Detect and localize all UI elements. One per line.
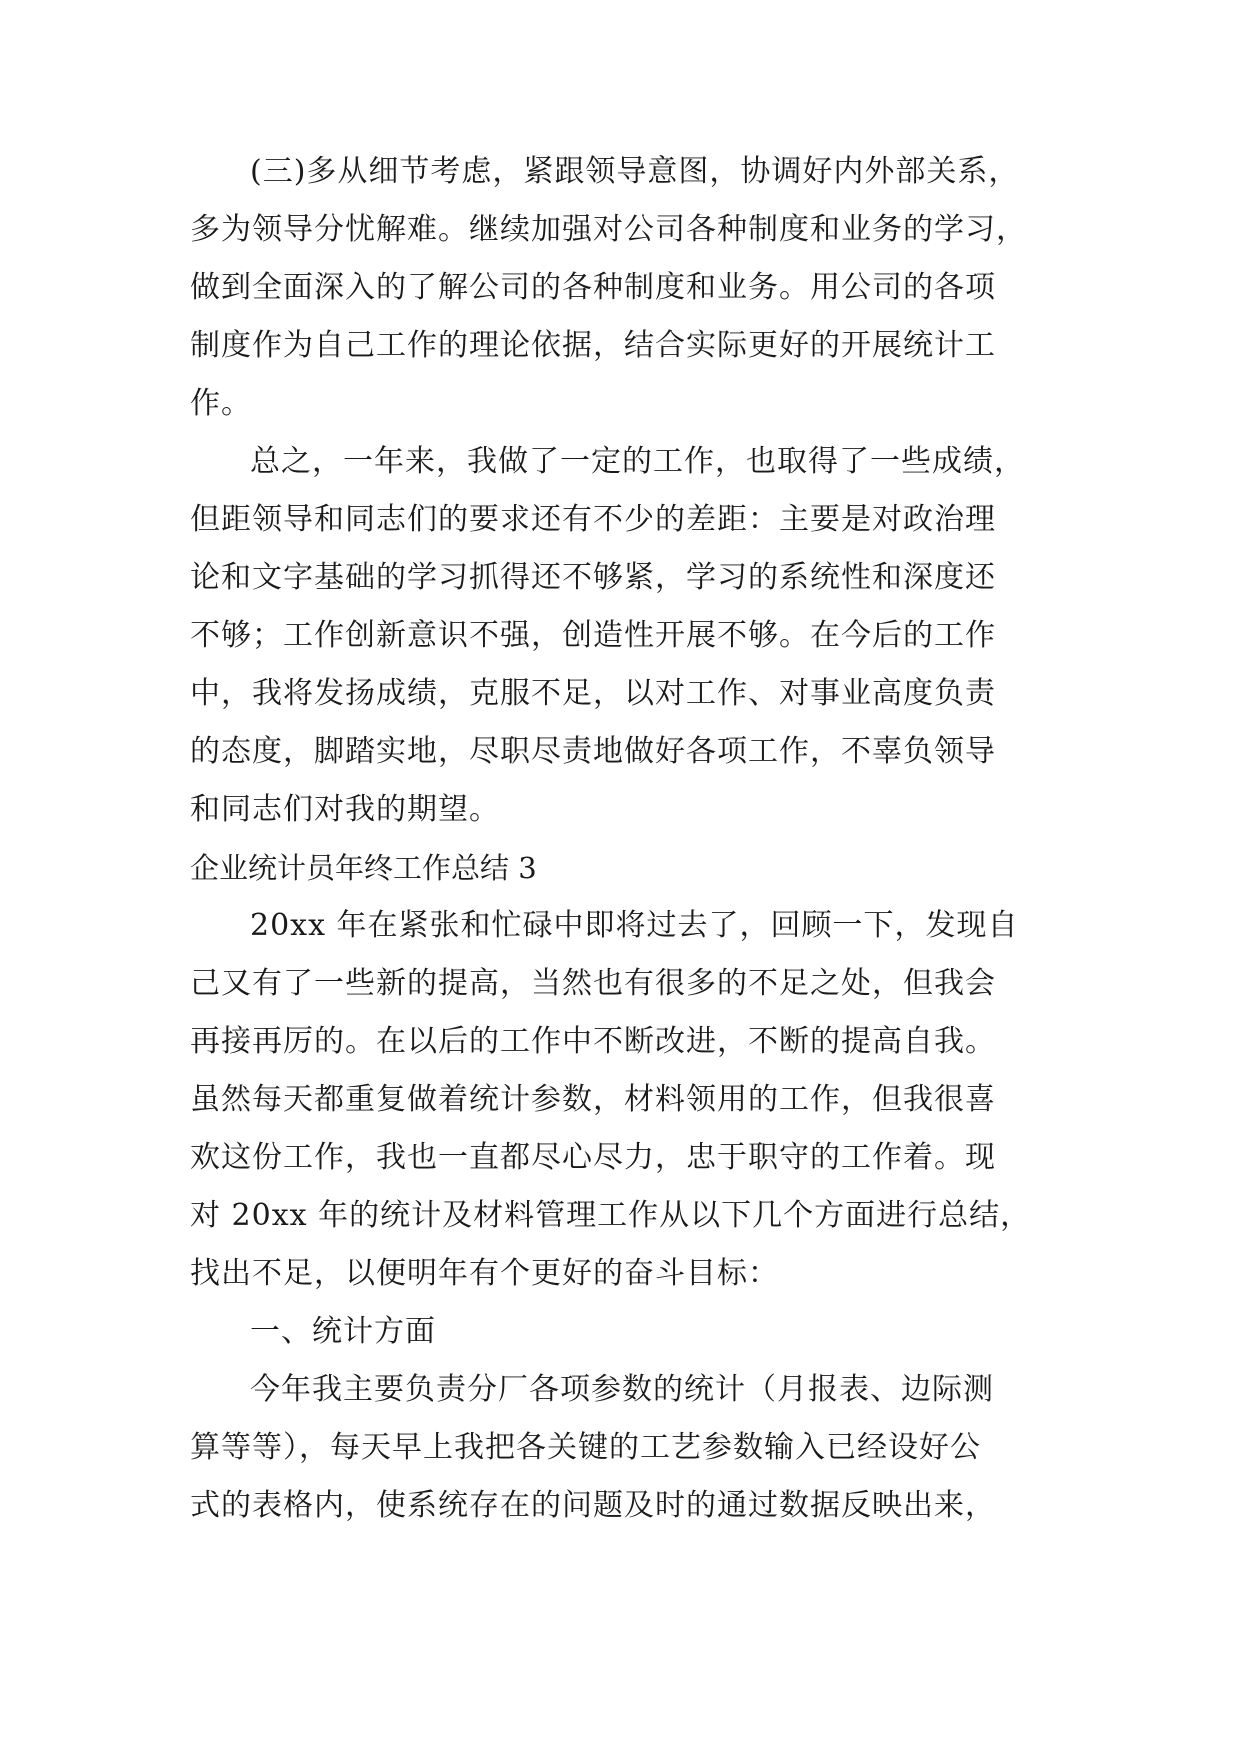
paragraph-line: 己又有了一些新的提高，当然也有很多的不足之处，但我会 [190, 966, 996, 1001]
paragraph-line: 找出不足，以便明年有个更好的奋斗目标： [190, 1256, 779, 1291]
paragraph-line: 中，我将发扬成绩，克服不足，以对工作、对事业高度负责 [190, 676, 996, 711]
paragraph-line: (三)多从细节考虑，紧跟领导意图，协调好内外部关系， [250, 154, 1020, 189]
paragraph-line: 但距领导和同志们的要求还有不少的差距：主要是对政治理 [190, 502, 996, 537]
subsection-heading: 一、统计方面 [250, 1314, 436, 1349]
paragraph-line: 和同志们对我的期望。 [190, 792, 500, 827]
paragraph-line: 论和文字基础的学习抓得还不够紧，学习的系统性和深度还 [190, 560, 996, 595]
paragraph-line: 多为领导分忧解难。继续加强对公司各种制度和业务的学习， [190, 212, 1027, 247]
paragraph-line: 今年我主要负责分厂各项参数的统计（月报表、边际测 [250, 1372, 994, 1407]
paragraph-line: 总之，一年来，我做了一定的工作，也取得了一些成绩， [250, 444, 1025, 479]
paragraph-line: 做到全面深入的了解公司的各种制度和业务。用公司的各项 [190, 270, 996, 305]
paragraph-line: 式的表格内，使系统存在的问题及时的通过数据反映出来， [190, 1488, 996, 1523]
paragraph-line: 不够；工作创新意识不强，创造性开展不够。在今后的工作 [190, 618, 996, 653]
paragraph-line: 再接再厉的。在以后的工作中不断改进，不断的提高自我。 [190, 1024, 996, 1059]
paragraph-line: 的态度，脚踏实地，尽职尽责地做好各项工作，不辜负领导 [190, 734, 996, 769]
paragraph-line: 20xx 年在紧张和忙碌中即将过去了，回顾一下，发现自 [250, 908, 1019, 943]
section-heading: 企业统计员年终工作总结 3 [190, 851, 537, 885]
paragraph-line: 算等等），每天早上我把各关键的工艺参数输入已经设好公 [190, 1430, 981, 1465]
paragraph-line: 对 20xx 年的统计及材料管理工作从以下几个方面进行总结， [190, 1198, 1032, 1233]
paragraph-line: 制度作为自己工作的理论依据，结合实际更好的开展统计工 [190, 328, 996, 363]
paragraph-line: 欢这份工作，我也一直都尽心尽力，忠于职守的工作着。现 [190, 1140, 996, 1175]
paragraph-line: 作。 [190, 386, 252, 421]
paragraph-line: 虽然每天都重复做着统计参数，材料领用的工作，但我很喜 [190, 1082, 996, 1117]
